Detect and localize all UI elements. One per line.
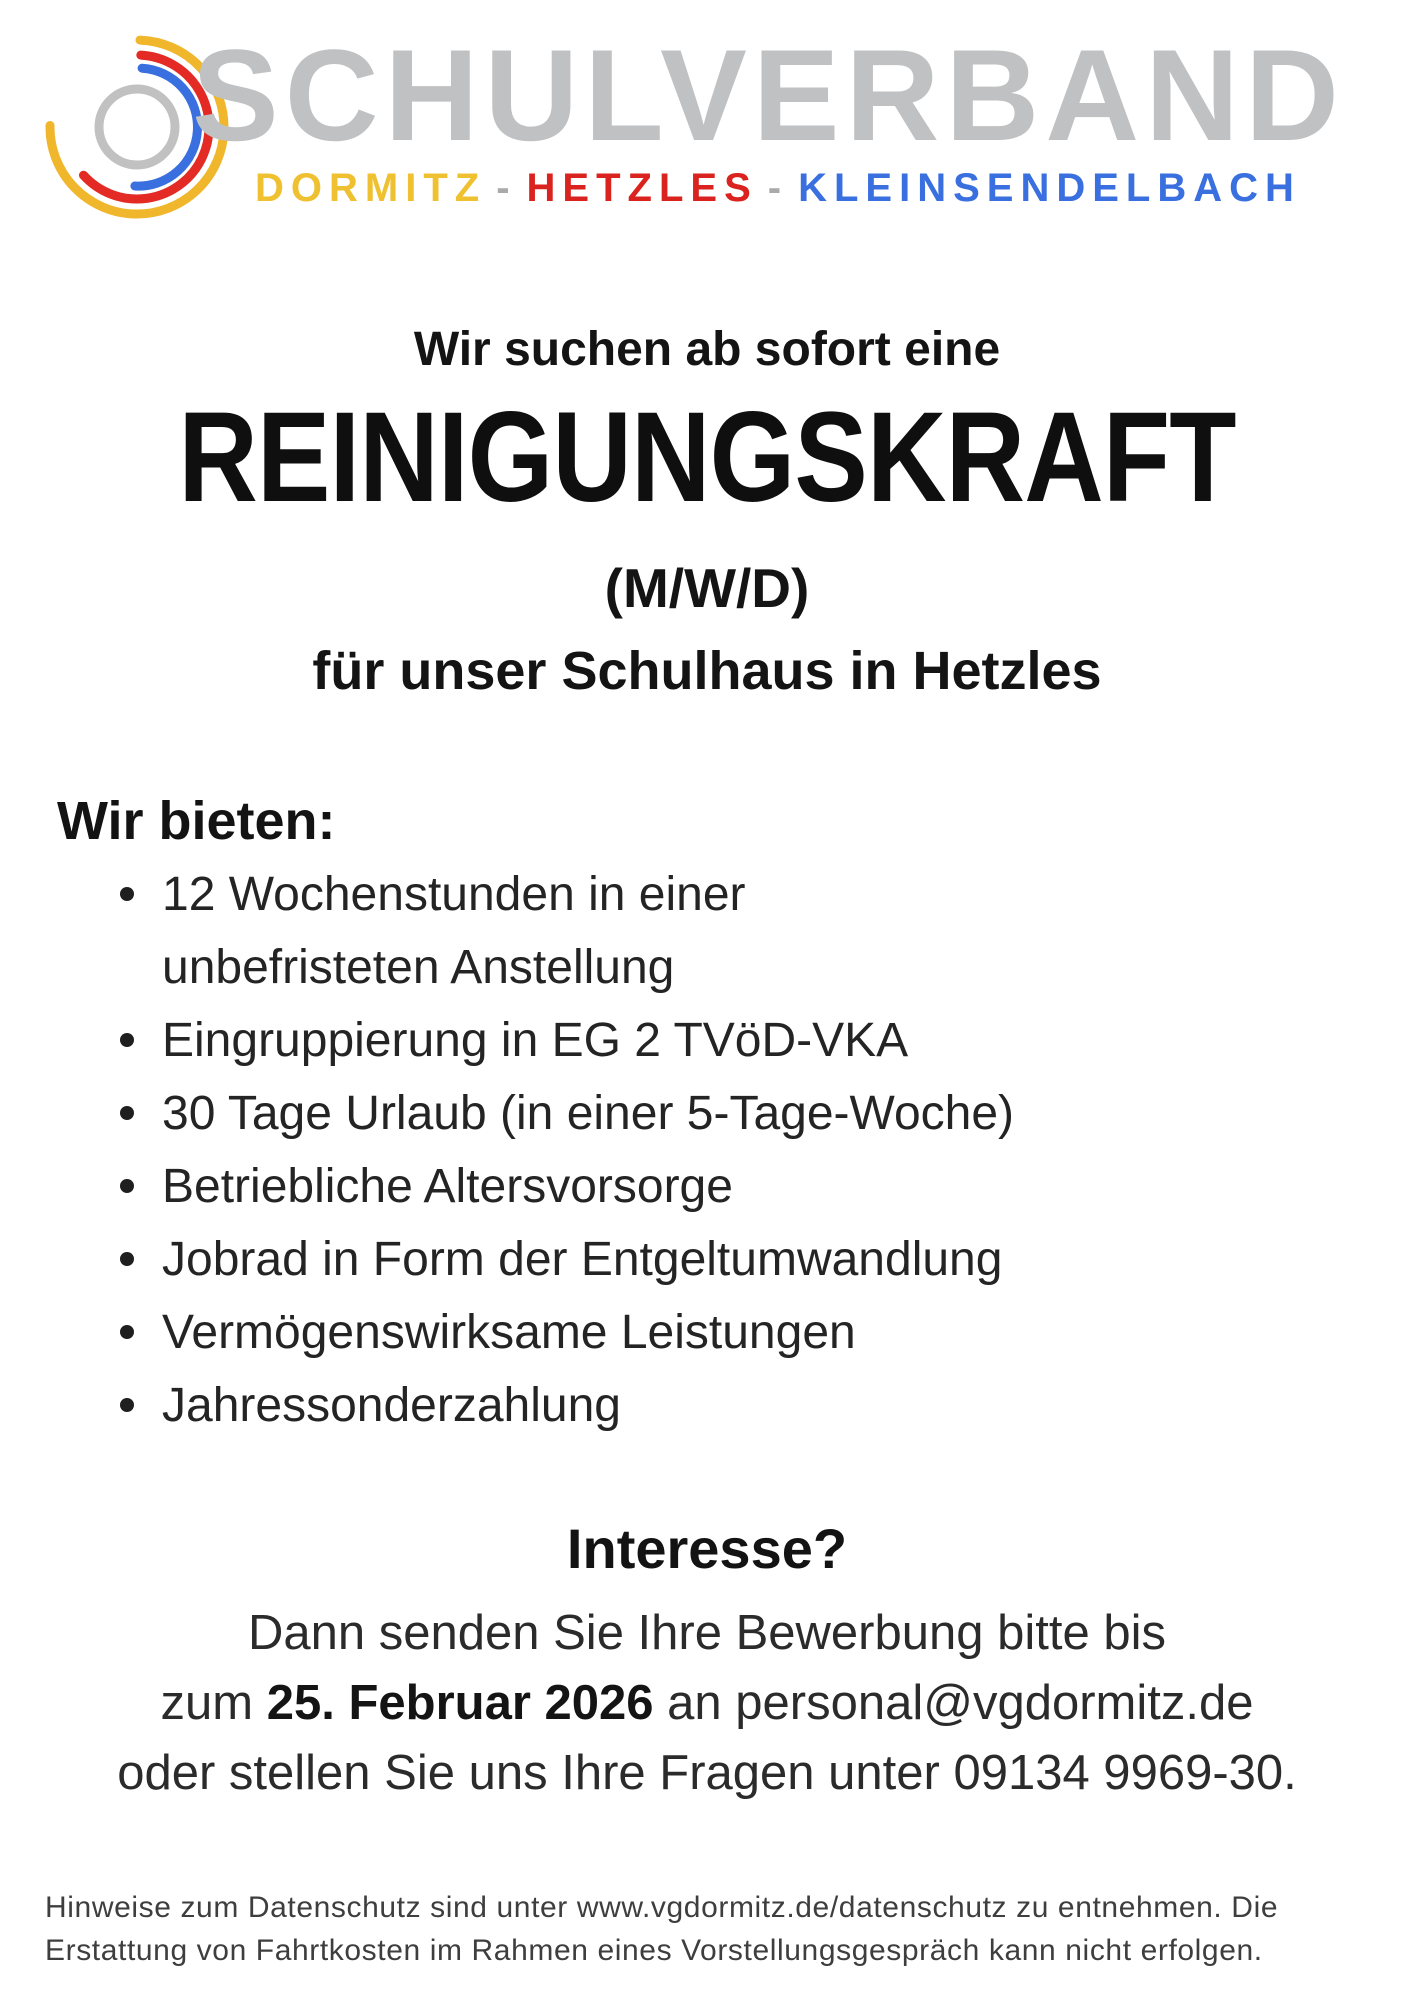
bullet-icon — [120, 1398, 134, 1412]
offer-text: Betriebliche Altersvorsorge — [162, 1160, 733, 1213]
separator-dash: - — [496, 166, 517, 210]
offer-item-hours — [118, 858, 1374, 1004]
offer-item-jobrad — [118, 1223, 1374, 1296]
fineprint-line: Erstattung von Fahrtkosten im Rahmen eines Vorstellungsgespräch kann nicht erfolgen. — [45, 1934, 1263, 1967]
bullet-icon — [120, 887, 134, 901]
job-location: für unser Schulhaus in Hetzles — [312, 641, 1102, 701]
brand-communities — [255, 164, 1301, 212]
bullet-icon — [120, 1106, 134, 1120]
community-hetzles: HETZLES — [526, 166, 758, 210]
offers-heading: Wir bieten: — [57, 791, 336, 851]
contact-phone-line: oder stellen Sie uns Ihre Fragen unter 09134 9969-30. — [117, 1746, 1297, 1800]
separator-dash: - — [767, 166, 789, 210]
bullet-icon — [120, 1325, 134, 1339]
contact-line: Dann senden Sie Ihre Bewerbung bitte bis — [248, 1606, 1166, 1660]
bullet-icon — [120, 1252, 134, 1266]
offer-item-pension — [118, 1150, 1374, 1223]
contact-email-text: an personal@vgdormitz.de — [653, 1676, 1254, 1730]
offer-text: unbefristeten Anstellung — [162, 941, 675, 994]
contact-paragraph — [0, 1598, 1414, 1808]
bullet-icon — [120, 1033, 134, 1047]
brand-title: SCHULVERBAND — [192, 22, 1345, 168]
offer-item-jahressonderzahlung — [118, 1369, 1374, 1442]
application-deadline: 25. Februar 2026 — [266, 1676, 654, 1730]
offer-item-pay-grade — [118, 1004, 1374, 1077]
contact-text: zum — [160, 1676, 267, 1730]
fineprint-line: Hinweise zum Datenschutz sind unter www.vgdormitz.de/datenschutz zu entnehmen. Die — [45, 1891, 1279, 1924]
contact-line — [0, 1668, 1414, 1738]
community-dormitz: DORMITZ — [255, 166, 487, 210]
offer-item-vacation — [118, 1077, 1374, 1150]
contact-heading: Interesse? — [566, 1517, 848, 1580]
job-title: REINIGUNGSKRAFT — [178, 386, 1236, 529]
offer-text: 12 Wochenstunden in einer — [162, 868, 746, 921]
community-kleinsendelbach: KLEINSENDELBACH — [798, 166, 1301, 210]
offer-text: Jobrad in Form der Entgeltumwandlung — [162, 1233, 1003, 1286]
offer-text: 30 Tage Urlaub (in einer 5-Tage-Woche) — [162, 1087, 1015, 1140]
offer-item-vwl — [118, 1296, 1374, 1369]
offer-text: Jahressonderzahlung — [162, 1379, 621, 1432]
intro-line: Wir suchen ab sofort eine — [413, 323, 1001, 376]
fineprint — [45, 1886, 1384, 1972]
offer-text: Vermögenswirksame Leistungen — [162, 1306, 856, 1359]
gender-note: (M/W/D) — [604, 557, 810, 619]
logo-ring-gray-icon — [99, 89, 175, 165]
bullet-icon — [120, 1179, 134, 1193]
offers-list — [118, 858, 1374, 1442]
offer-text: Eingruppierung in EG 2 TVöD-VKA — [162, 1014, 909, 1067]
